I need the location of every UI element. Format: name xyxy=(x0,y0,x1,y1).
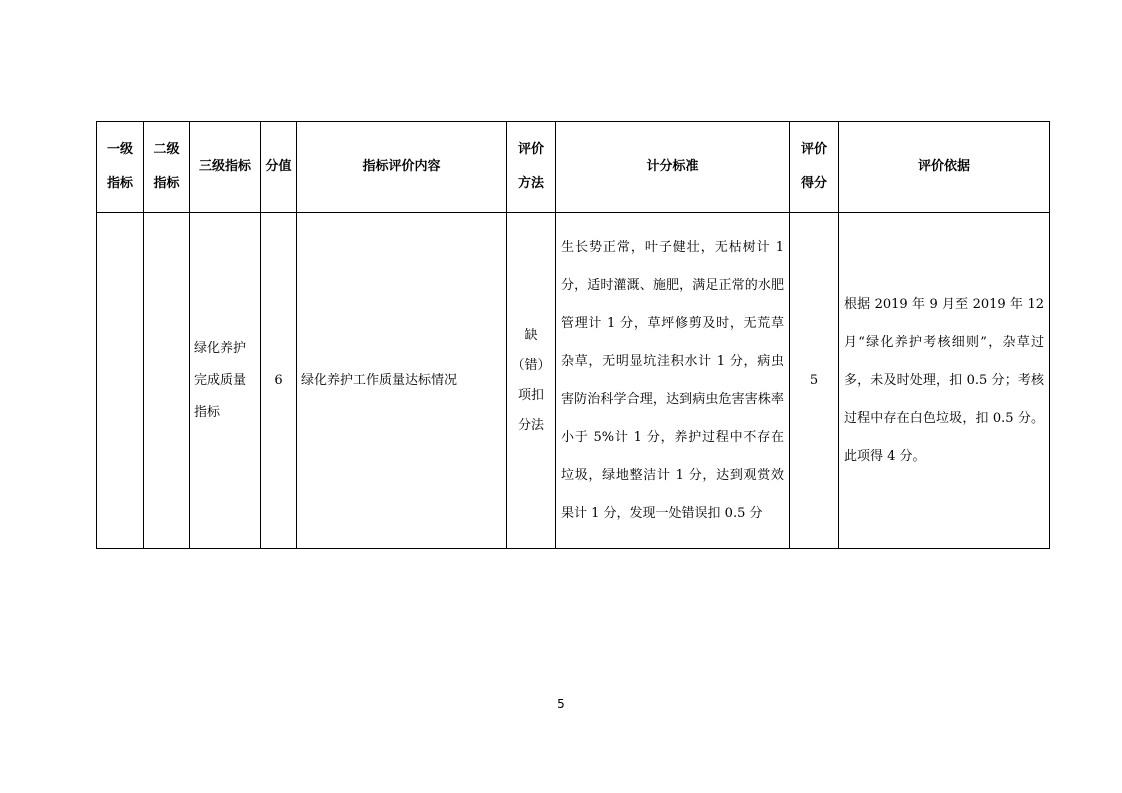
header-method: 评价 方法 xyxy=(507,122,556,213)
cell-basis: 根据 2019 年 9 月至 2019 年 12 月“绿化养护考核细则”，杂草过多，未及时处理，扣 0.5 分；考核过程中存在白色垃圾，扣 0.5 分。此项得 4 分。 xyxy=(839,213,1050,549)
cell-content: 绿化养护工作质量达标情况 xyxy=(297,213,507,549)
cell-level1 xyxy=(97,213,144,549)
cell-score: 5 xyxy=(790,213,839,549)
cell-score-value: 6 xyxy=(261,213,297,549)
cell-method: 缺 （错） 项扣 分法 xyxy=(507,213,556,549)
table-header-row xyxy=(97,122,1050,213)
cell-level2 xyxy=(144,213,190,549)
cell-level3: 绿化养护完成质量指标 xyxy=(190,213,261,549)
page-number: 5 xyxy=(557,697,565,711)
header-content: 指标评价内容 xyxy=(297,122,507,213)
evaluation-table xyxy=(96,121,1050,549)
header-score-value: 分值 xyxy=(261,122,297,213)
cell-criteria: 生长势正常，叶子健壮，无枯树计 1 分，适时灌溉、施肥，满足正常的水肥管理计 1 分，草坪修剪及时，无荒草杂草，无明显坑洼积水计 1 分，病虫害防治科学合理，达到病虫危害害株率小于 5%计 1 分，养护过程中不存在垃圾，绿地整洁计 1 分，达到观赏效果计 1 分，发现一处错误扣 0.5 分 xyxy=(556,213,790,549)
header-criteria: 计分标准 xyxy=(556,122,790,213)
header-level3: 三级指标 xyxy=(190,122,261,213)
header-score: 评价 得分 xyxy=(790,122,839,213)
header-level1: 一级 指标 xyxy=(97,122,144,213)
header-basis: 评价依据 xyxy=(839,122,1050,213)
table-row xyxy=(97,213,1050,549)
header-level2: 二级 指标 xyxy=(144,122,190,213)
